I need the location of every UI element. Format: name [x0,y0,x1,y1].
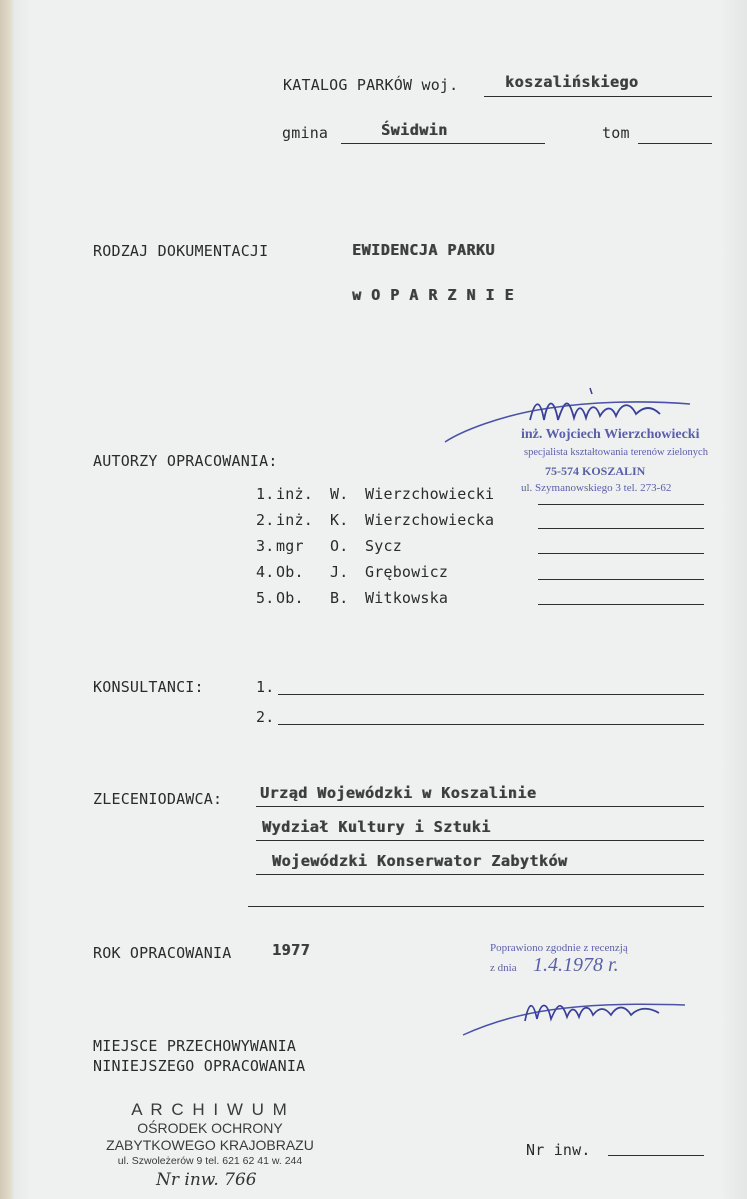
author-signature-line [538,604,704,605]
author-stamp-line-4: ul. Szymanowskiego 3 tel. 273-62 [521,482,672,494]
author-initial: B. [330,589,349,607]
author-stamp-line-2: specjalista kształtowania terenów zielonych [524,447,708,458]
author-initial: K. [330,511,349,529]
author-surname: Wierzchowiecki [365,485,495,503]
year-label: ROK OPRACOWANIA [93,944,232,962]
consultant-line [278,724,704,725]
inventory-underline [608,1155,704,1156]
author-title: Ob. [276,563,304,581]
archive-line-1: OŚRODEK OCHRONY [137,1120,283,1136]
consultant-number: 2. [256,708,275,726]
author-surname: Wierzchowiecka [365,511,495,529]
archive-line-2: ZABYTKOWEGO KRAJOBRAZU [106,1137,314,1153]
voivodeship-underline [484,96,712,97]
author-initial: O. [330,537,349,555]
commissioner-line-1: Urząd Wojewódzki w Koszalinie [260,784,537,802]
author-title: inż. [276,485,313,503]
author-surname: Grębowicz [365,563,449,581]
voivodeship-value: koszalińskiego [505,73,639,91]
correction-stamp-date: 1.4.1978 r. [533,954,619,976]
documentation-value-2: w O P A R Z N I E [352,286,515,304]
authors-label: AUTORZY OPRACOWANIA: [93,452,278,470]
catalog-label: KATALOG PARKÓW woj. [283,76,459,94]
documentation-label: RODZAJ DOKUMENTACJI [93,242,269,260]
commissioner-label: ZLECENIODAWCA: [93,790,223,808]
page-edge-shadow [0,0,14,1199]
author-initial: W. [330,485,349,503]
author-stamp-line-3: 75-574 KOSZALIN [545,464,646,478]
gmina-underline [341,143,545,144]
author-number: 2. [256,511,275,529]
gmina-value: Świdwin [381,121,448,139]
consultants-label: KONSULTANCI: [93,678,204,696]
tom-underline [638,143,712,144]
author-number: 5. [256,589,275,607]
author-signature-line [538,504,704,505]
author-signature-line [538,528,704,529]
author-surname: Witkowska [365,589,449,607]
commissioner-line-3: Wojewódzki Konserwator Zabytków [272,852,568,870]
author-signature-line [538,553,704,554]
author-signature-line [538,579,704,580]
author-title: inż. [276,511,313,529]
author-surname: Sycz [365,537,402,555]
commissioner-line-2: Wydział Kultury i Sztuki [262,818,491,836]
consultant-line [278,694,704,695]
correction-signature [455,985,695,1045]
author-title: mgr [276,537,304,555]
author-number: 1. [256,485,275,503]
correction-stamp-line-1: Poprawiono zgodnie z recenzją [490,942,628,954]
consultant-number: 1. [256,678,275,696]
commissioner-underline [248,906,704,907]
commissioner-underline [256,874,704,875]
handwritten-inventory-number: Nr inw. 766 [156,1170,257,1190]
inventory-label: Nr inw. [526,1141,591,1159]
gmina-label: gmina [282,124,329,142]
author-number: 4. [256,563,275,581]
author-title: Ob. [276,589,304,607]
correction-stamp-date-prefix: z dnia [490,962,517,974]
year-value: 1977 [272,941,311,959]
documentation-value-1: EWIDENCJA PARKU [352,241,495,259]
tom-label: tom [602,124,630,142]
storage-line-1: MIEJSCE PRZECHOWYWANIA [93,1037,297,1055]
author-initial: J. [330,563,349,581]
author-number: 3. [256,537,275,555]
archive-title: A R C H I W U M [131,1100,289,1119]
commissioner-underline [256,806,704,807]
commissioner-underline [256,840,704,841]
storage-line-2: NINIEJSZEGO OPRACOWANIA [93,1057,306,1075]
archive-line-3: ul. Szwoleżerów 9 tel. 621 62 41 w. 244 [117,1155,303,1167]
author-stamp-line-1: inż. Wojciech Wierzchowiecki [521,427,700,442]
